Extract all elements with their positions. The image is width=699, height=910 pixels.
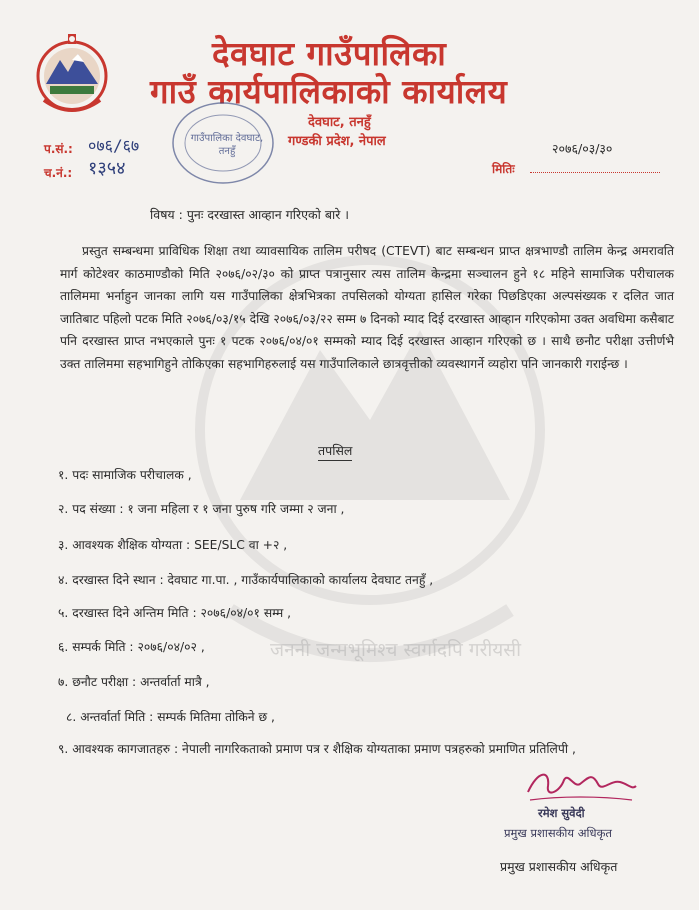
cn-label: च.नं.:	[44, 166, 73, 180]
list-item: २. पद संख्या : १ जना महिला र १ जना पुरुष गरि जम्मा २ जना ,	[58, 502, 345, 516]
list-item: १. पदः सामाजिक परीचालक ,	[58, 468, 192, 482]
subject-line: विषय : पुनः दरखास्त आव्हान गरिएको बारे ।	[150, 207, 350, 222]
signatory-title: प्रमुख प्रशासकीय अधिकृत	[500, 859, 618, 874]
list-item: ४. दरखास्त दिने स्थान : देवघाट गा.पा. , गाउँकार्यपालिकाको कार्यालय देवघाट तनहुँ ,	[58, 573, 434, 587]
letter-date: २०७६/०३/३०	[552, 141, 613, 156]
address-line1: देवघाट, तनहुँ	[308, 115, 371, 130]
cn-value: १३५४	[88, 158, 126, 179]
date-label: मितिः	[492, 162, 515, 176]
signatory-name: रमेश सुवेदी	[538, 806, 585, 820]
list-item: ६. सम्पर्क मिति : २०७६/०४/०२ ,	[58, 640, 205, 654]
office-name-line2: गाउँ कार्यपालिकाको कार्यालय	[150, 72, 508, 111]
tapasil-heading: तपसिल	[318, 442, 352, 461]
date-dotted-line	[530, 172, 660, 173]
address-line2: गण्डकी प्रदेश, नेपाल	[288, 134, 386, 149]
office-name-line1: देवघाट गाउँपालिका	[212, 34, 447, 73]
body-paragraph: प्रस्तुत सम्बन्धमा प्राविधिक शिक्षा तथा व्यावसायिक तालिम परीषद (CTEVT) बाट सम्बन्धन प्राप्त क्षत्रभाण्डौ तालिम केन्द्र अमरावति मार्ग कोटेश्वर काठमाण्डौको मिति २०७६/०२/३० को प्राप्त पत्रानुसार त्यस तालिम केन्द्रमा सञ्चालन हुने १८ महिने सामाजिक परीचालक तालिममा भर्नाहुन जानका लागि यस गाउँपालिका क्षेत्रभित्रका तपसिलको योग्यता हासिल गरेका पिछडिएका अल्पसंख्यक र दलित जात जातिबाट पहिलो पटक मिति २०७६/०३/१५ देखि २०७६/०३/२२ सम्म ७ दिनको म्याद दिई दरखास्त आव्हान गरिएकोमा उक्त अवधिमा कसैबाट पनि दरखास्त प्राप्त नभएकाले पुनः १ पटक २०७६/०४/०१ सम्मको म्याद दिई दरखास्त आव्हान गरिएको छ । साथै छनौट परीक्षा उत्तीर्णभै उक्त तालिममा सहभागिहुने तोकिएका सहभागिहरुलाई यस गाउँपालिकाले छात्रवृत्तीको व्यवस्थागर्ने व्यहोरा पनि जानकारी गराईन्छ ।	[60, 244, 674, 371]
government-emblem-icon	[32, 30, 112, 120]
list-item: ३. आवश्यक शैक्षिक योग्यता : SEE/SLC वा +२ ,	[58, 538, 288, 552]
ps-value: ०७६/६७	[88, 136, 140, 155]
stamp-text: गाउँपालिका देवघाट, तनहुँ	[190, 133, 264, 157]
list-item: ८. अन्तर्वार्ता मिति : सम्पर्क मितिमा तोकिने छ ,	[66, 710, 275, 724]
watermark-motto: जननी जन्मभूमिश्च स्वर्गादपि गरीयसी	[270, 639, 522, 661]
ps-label: प.सं.:	[44, 142, 73, 156]
signatory-stamp-title: प्रमुख प्रशासकीय अधिकृत	[504, 826, 612, 840]
list-item: ७. छनौट परीक्षा : अन्तर्वार्ता मात्रै ,	[58, 675, 210, 689]
list-item: ५. दरखास्त दिने अन्तिम मिति : २०७६/०४/०१ सम्म ,	[58, 606, 292, 620]
list-item: ९. आवश्यक कागजातहरु : नेपाली नागरिकताको प्रमाण पत्र र शैक्षिक योग्यताका प्रमाण पत्रहरुको प्रमाणित प्रतिलिपी ,	[58, 742, 576, 756]
signature-icon	[520, 762, 640, 807]
